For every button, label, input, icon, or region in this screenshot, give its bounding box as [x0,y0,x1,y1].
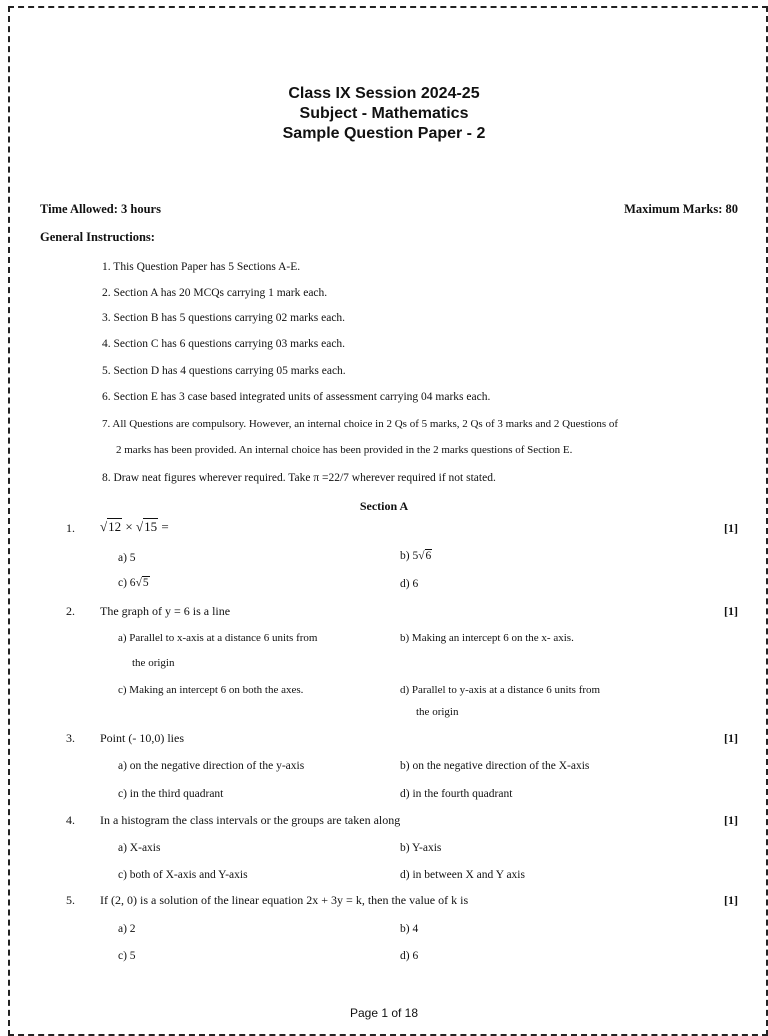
maximum-marks: Maximum Marks: 80 [624,202,738,216]
instruction-4: 4. Section C has 6 questions carrying 03 marks each. [102,338,346,350]
question-5-marks: [1] [724,893,738,907]
question-1-option-b [400,550,432,562]
time-allowed: Time Allowed: 3 hours [40,202,161,216]
option-b-prefix: b) 5 [400,550,419,562]
question-4-number: 4. [66,813,75,827]
radicand: 15 [144,519,158,534]
question-5-option-c: c) 5 [118,950,136,962]
question-2-text: The graph of y = 6 is a line [100,604,231,618]
radicand: 5 [142,577,149,589]
section-a-title: Section A [359,499,409,513]
question-2-option-c: c) Making an intercept 6 on both the axes. [118,684,304,696]
question-3-text: Point (- 10,0) lies [100,731,184,745]
class-session-title: Class IX Session 2024-25 [288,85,480,102]
sqrt-symbol: √ [418,550,425,562]
question-3-option-d: d) in the fourth quadrant [400,788,513,800]
instruction-5: 5. Section D has 4 questions carrying 05 marks each. [102,365,346,377]
question-1-marks: [1] [724,521,738,535]
question-2-option-b: b) Making an intercept 6 on the x- axis. [400,632,574,644]
question-1-option-d: d) 6 [400,578,419,590]
question-2-option-d: d) Parallel to y-axis at a distance 6 units from [400,684,601,696]
general-instructions-title: General Instructions: [40,230,155,244]
question-4-option-a: a) X-axis [118,842,161,854]
equals-symbol: = [158,519,169,534]
question-5-option-b: b) 4 [400,923,419,935]
question-2-option-a: a) Parallel to x-axis at a distance 6 units from [118,632,318,644]
subject-title: Subject - Mathematics [299,105,469,122]
radicand: 6 [425,550,432,562]
question-3-option-b: b) on the negative direction of the X-axis [400,760,590,772]
page-number-footer: Page 1 of 18 [349,1006,419,1020]
paper-title: Sample Question Paper - 2 [282,125,486,142]
question-1-text [100,519,169,535]
question-3-option-c: c) in the third quadrant [118,788,224,800]
sqrt-symbol: √ [135,519,144,534]
paper-header [0,84,768,144]
question-4-option-c: c) both of X-axis and Y-axis [118,869,248,881]
option-c-prefix: c) 6 [118,577,136,589]
instruction-7: 7. All Questions are compulsory. However, an internal choice in 2 Qs of 5 marks, 2 Qs of 3 marks and 2 Questions of [102,418,619,430]
question-2-marks: [1] [724,604,738,618]
instruction-7-continued: 2 marks has been provided. An internal choice has been provided in the 2 marks questions of Section E. [116,444,573,456]
question-5-number: 5. [66,893,75,907]
question-3-number: 3. [66,731,75,745]
question-4-marks: [1] [724,813,738,827]
question-3-marks: [1] [724,731,738,745]
sqrt-symbol: √ [100,519,108,534]
question-4-option-b: b) Y-axis [400,842,442,854]
question-5-option-d: d) 6 [400,950,419,962]
question-1-number: 1. [66,521,75,535]
question-1-option-a: a) 5 [118,552,136,564]
instruction-1: 1. This Question Paper has 5 Sections A-E. [102,261,301,273]
instruction-2: 2. Section A has 20 MCQs carrying 1 mark each. [102,287,328,299]
times-symbol: × [122,519,136,534]
sqrt-symbol: √ [135,577,142,589]
question-2-number: 2. [66,604,75,618]
instruction-6: 6. Section E has 3 case based integrated units of assessment carrying 04 marks each. [102,391,491,403]
question-4-option-d: d) in between X and Y axis [400,869,525,881]
instruction-3: 3. Section B has 5 questions carrying 02 marks each. [102,312,346,324]
radicand: 12 [108,519,122,534]
question-3-option-a: a) on the negative direction of the y-axis [118,760,305,772]
question-5-text: If (2, 0) is a solution of the linear equation 2x + 3y = k, then the value of k is [100,893,469,907]
question-1-option-c [118,577,150,589]
question-4-text: In a histogram the class intervals or the groups are taken along [100,813,401,827]
question-5-option-a: a) 2 [118,923,136,935]
instruction-8: 8. Draw neat figures wherever required. Take π =22/7 wherever required if not stated. [102,472,496,484]
question-2-option-a-continued: the origin [132,657,175,669]
question-2-option-d-continued: the origin [416,706,459,718]
